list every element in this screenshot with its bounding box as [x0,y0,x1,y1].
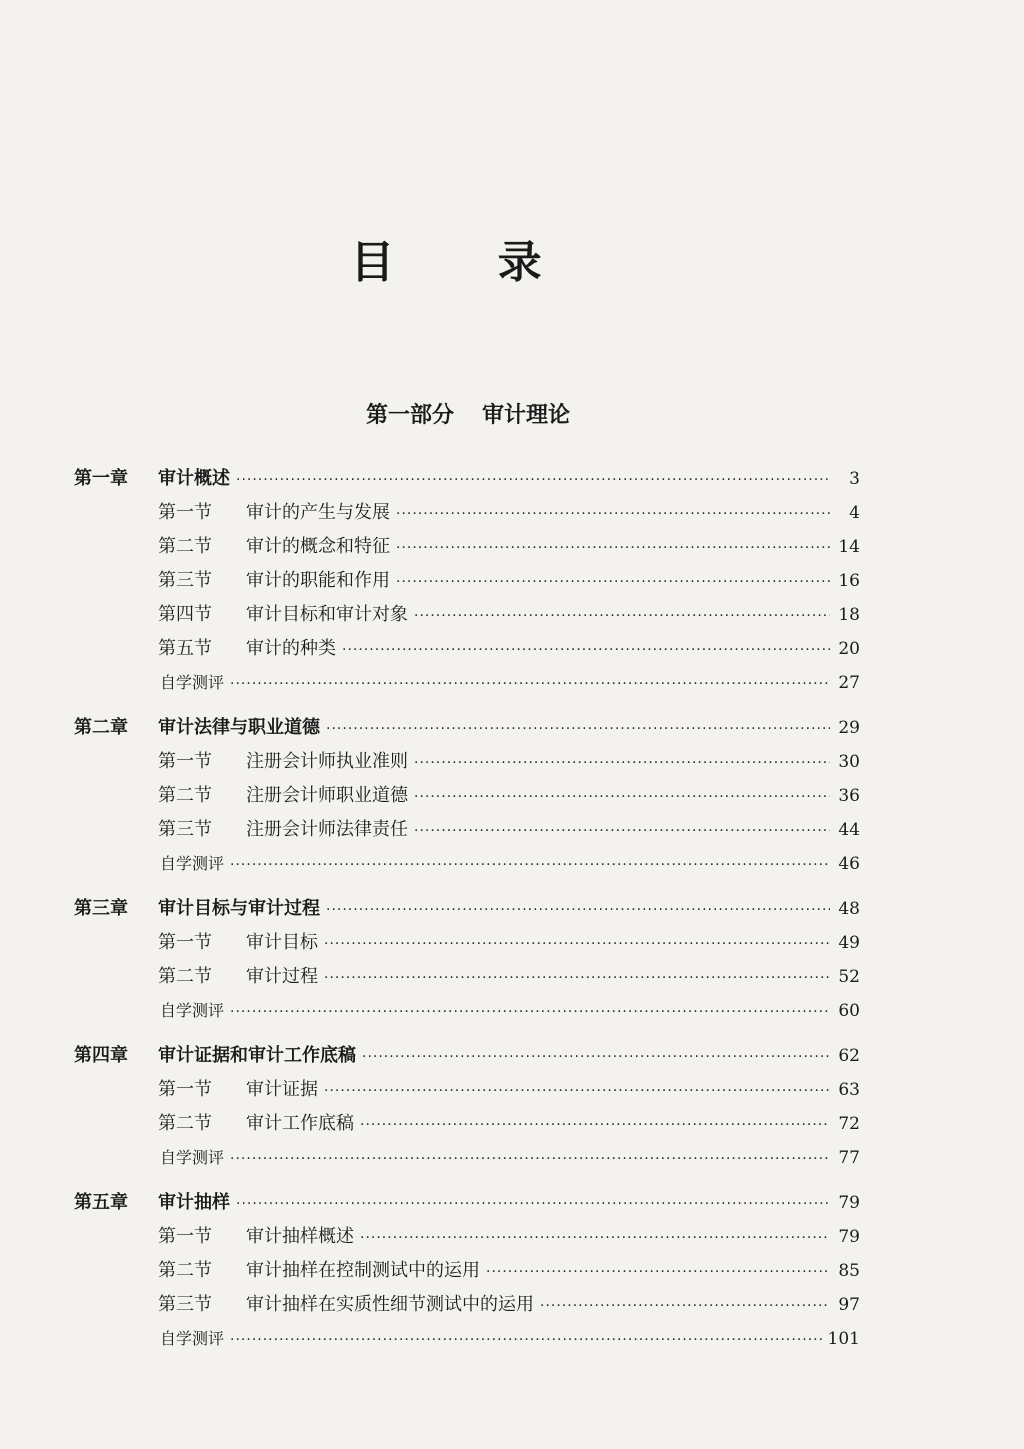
toc-section-title: 审计抽样概述 [246,1226,354,1247]
toc-section-title: 审计工作底稿 [246,1113,354,1134]
dot-leader [414,814,830,848]
dot-leader [342,633,830,667]
dot-leader [326,712,830,746]
toc-section-number: 第五节 [158,638,212,659]
toc-section-row[interactable] [74,1254,860,1288]
toc-page-number: 14 [838,537,860,557]
toc-page-number: 27 [838,673,860,693]
toc-review-title: 自学测评 [160,1001,225,1020]
toc-review-row[interactable] [74,994,860,1028]
dot-leader [396,531,830,565]
toc-review-title: 自学测评 [160,1148,225,1167]
toc-page-number: 3 [849,469,860,489]
toc-section-number: 第三节 [158,819,212,840]
toc-section-title: 注册会计师职业道德 [246,785,408,806]
toc-page-number: 16 [838,571,860,591]
toc-section-number: 第三节 [158,1294,212,1315]
dot-leader [360,1221,830,1255]
toc-page-number: 36 [838,786,860,806]
toc-section-title: 审计的种类 [246,638,336,659]
toc-chapter-row[interactable] [74,1186,860,1220]
toc-chapter-title: 审计抽样 [158,1192,230,1213]
toc-section-number: 第一节 [158,1079,212,1100]
toc-page-number: 77 [838,1148,860,1168]
dot-leader [324,961,830,995]
toc-chapter-title: 审计证据和审计工作底稿 [158,1045,356,1066]
dot-leader [230,1323,822,1357]
toc-section-title: 审计的概念和特征 [246,536,390,557]
toc-section-row[interactable] [74,1107,860,1141]
dot-leader [414,599,830,633]
toc-section-title: 审计的产生与发展 [246,502,390,523]
toc-section-number: 第一节 [158,1226,212,1247]
dot-leader [230,995,830,1029]
toc-section-row[interactable] [74,813,860,847]
toc-page-number: 4 [849,503,860,523]
toc-page-number: 101 [827,1329,860,1349]
toc-section-number: 第一节 [158,751,212,772]
toc-chapter-row[interactable] [74,1039,860,1073]
toc-page-number: 97 [838,1295,860,1315]
toc-section-number: 第三节 [158,570,212,591]
dot-leader [396,497,830,531]
toc-section-number: 第四节 [158,604,212,625]
toc-review-row[interactable] [74,666,860,700]
toc-page-number: 60 [838,1001,860,1021]
toc-review-row[interactable] [74,847,860,881]
toc-review-title: 自学测评 [160,854,225,873]
toc-page-number: 20 [838,639,860,659]
toc-section-row[interactable] [74,632,860,666]
toc-section-title: 审计抽样在控制测试中的运用 [246,1260,480,1281]
toc-section-row[interactable] [74,530,860,564]
toc-section-number: 第一节 [158,502,212,523]
toc-section-title: 审计抽样在实质性细节测试中的运用 [246,1294,534,1315]
toc-chapter-number: 第一章 [74,468,128,489]
toc-page-number: 49 [838,933,860,953]
part-number: 第一部分 [365,403,454,428]
dot-leader [360,1108,830,1142]
toc-page-number: 62 [838,1046,860,1066]
dot-leader [540,1289,830,1323]
toc-section-row[interactable] [74,1288,860,1322]
toc-section-row[interactable] [74,926,860,960]
toc-section-title: 审计的职能和作用 [246,570,390,591]
toc-page-number: 30 [838,752,860,772]
toc-page-number: 85 [838,1261,860,1281]
dot-leader [414,746,830,780]
dot-leader [326,893,830,927]
toc-page-number: 63 [838,1080,860,1100]
toc-review-title: 自学测评 [160,1329,225,1348]
toc-section-number: 第一节 [158,932,212,953]
dot-leader [230,848,830,882]
toc-page-number: 46 [838,854,860,874]
toc-chapter-title: 审计法律与职业道德 [158,717,320,738]
toc-section-number: 第二节 [158,536,212,557]
dot-leader [362,1040,830,1074]
toc-chapter-number: 第三章 [74,898,128,919]
toc-section-title: 审计过程 [246,966,318,987]
toc-review-title: 自学测评 [160,673,225,692]
toc-section-row[interactable] [74,1220,860,1254]
toc-section-title: 注册会计师法律责任 [246,819,408,840]
toc-chapter-row[interactable] [74,711,860,745]
toc-section-number: 第二节 [158,1113,212,1134]
toc-chapter-title: 审计目标与审计过程 [158,898,320,919]
toc-chapter-row[interactable] [74,462,860,496]
toc-section-title: 审计目标 [246,932,318,953]
toc-section-number: 第二节 [158,966,212,987]
toc-chapter-number: 第四章 [74,1045,128,1066]
toc-section-title: 注册会计师执业准则 [246,751,408,772]
toc-page-number: 79 [838,1227,860,1247]
toc-review-row[interactable] [74,1141,860,1175]
toc-section-row[interactable] [74,496,860,530]
toc-page-number: 18 [838,605,860,625]
part-name: 审计理论 [482,403,571,428]
dot-leader [236,463,830,497]
dot-leader [324,927,830,961]
dot-leader [230,1142,830,1176]
page-title: 目 录 [350,237,586,288]
toc-page-number: 72 [838,1114,860,1134]
toc-section-row[interactable] [74,1073,860,1107]
toc-chapter-number: 第二章 [74,717,128,738]
part-title [0,398,936,429]
toc-chapter-row[interactable] [74,892,860,926]
toc-page-number: 48 [838,899,860,919]
toc-section-row[interactable] [74,598,860,632]
toc-page-number: 79 [838,1193,860,1213]
toc-section-number: 第二节 [158,1260,212,1281]
toc-section-row[interactable] [74,745,860,779]
toc-section-title: 审计目标和审计对象 [246,604,408,625]
toc-section-title: 审计证据 [246,1079,318,1100]
table-of-contents [74,462,860,1356]
toc-section-row[interactable] [74,960,860,994]
toc-section-row[interactable] [74,779,860,813]
toc-page-number: 29 [838,718,860,738]
toc-chapter-number: 第五章 [74,1192,128,1213]
dot-leader [236,1187,830,1221]
dot-leader [230,667,830,701]
dot-leader [396,565,830,599]
dot-leader [486,1255,830,1289]
toc-section-number: 第二节 [158,785,212,806]
toc-page-number: 52 [838,967,860,987]
toc-chapter-title: 审计概述 [158,468,230,489]
dot-leader [414,780,830,814]
toc-page-number: 44 [838,820,860,840]
dot-leader [324,1074,830,1108]
toc-review-row[interactable] [74,1322,860,1356]
toc-section-row[interactable] [74,564,860,598]
